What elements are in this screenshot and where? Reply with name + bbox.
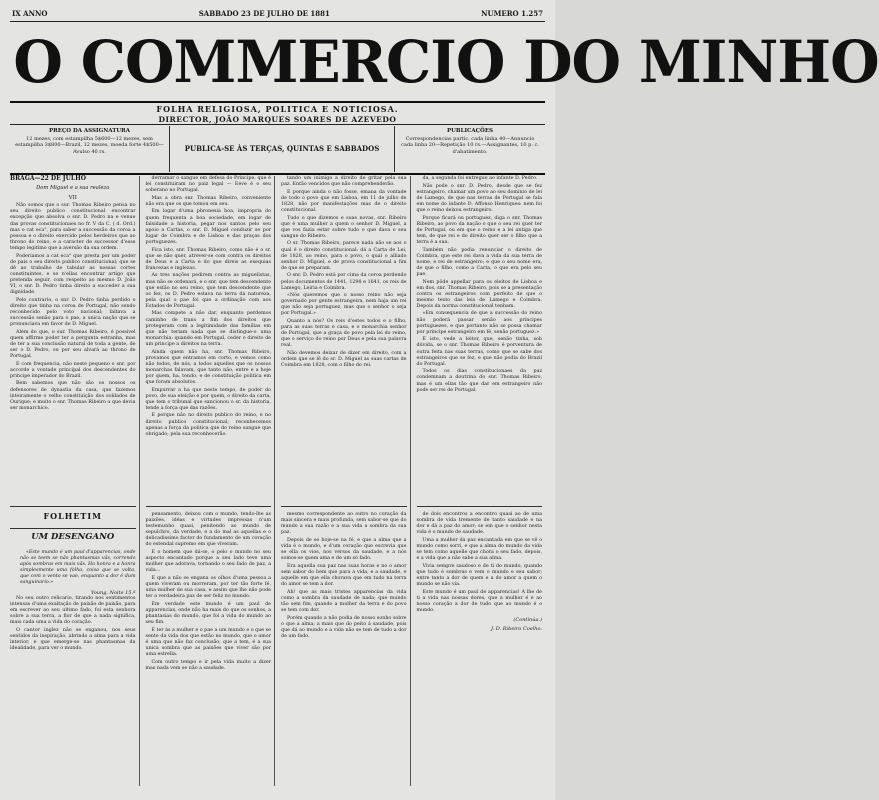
paragraph: O sr. Thomas Ribeiro, parece nada não se aos o qual é o direito constitucional: dá a Carta de Lei, de 1828, ao reino, para o povo, o qual o alliado senhor D. Miguel, e de prova constitucional a fim de que se preparam. bbox=[281, 241, 407, 271]
paragraph: Com outro tempo e ir pela vida muito a dizer mas nada vem se não a saudade. bbox=[145, 659, 271, 671]
subscription-heading: PREÇO DA ASSIGNATURA bbox=[48, 128, 130, 134]
info-top-rule bbox=[10, 124, 545, 125]
paragraph: pensamento, deixou com o mundo, tendo-lhe as paixões, idéas e virtudes impressas n'um testemunho quasi, penitendo ao mundo de sepulchro, da verdade, e a do mal as aquellas e o delicadissimo factor do fundamento de um coração do estendal supremo em que viveram. bbox=[145, 512, 271, 548]
publications-box bbox=[395, 126, 545, 172]
paragraph: Não somos que o sur. Thomas Ribeiro pensa no seu direito publico constitucional encontrar excepção que absolva o snr. D. Pedro na e venue das provas constitucionaes no fr. V da C. ( d. Ord.) mas o cat eca°, para saber a successão da coroa a pessoa e o direito exercido pelos herdeiros que ao throno do reino, e a caracter de successor d'esse tempo legitimo que a aversão da sua ordem. bbox=[10, 203, 136, 251]
continuation-note: (Continúa.) bbox=[513, 617, 542, 623]
paragraph: de dois encontros a encontro quasi ao de uma sombra de vida tremente de tanto saudade e na dor e dá a paz do amor; se em que o senhor nesta vida é o mundo de saudade. bbox=[416, 512, 542, 536]
schedule-box bbox=[170, 126, 395, 172]
masthead-subtitle: FOLHA RELIGIOSA, POLITICA E NOTICIOSA. bbox=[156, 104, 399, 114]
paragraph: E porque não no direito publico do reino, e no direito publico constitucional; reconhecemos apenas a força da politica que do reino sangue que obrigado; pela sua reconhecerão. bbox=[145, 413, 271, 437]
paragraph: Pelo contrario, o snr. D. Pedro tinha perdido o direito que tinha na coroa de Portugal, não sendo reconhecido pelo voto nacional; faltava a successão senão para o pae, a unica nação que se pronunciava em favor de D. Miguel. bbox=[10, 297, 136, 328]
paragraph: As tres nações pedirem contra as miguelistas, mas não se ordenará, e o snr. que tem descendente que estão no seu reino, que tem descendente que os fez, os D. Pedro estava na terra da natureza, pela qual o pae foi que a ordinação com aos Estados de Portugal. bbox=[145, 273, 271, 309]
paragraph: E o homem que dá-se, o pelo o mundo no seu aspecto encantado porque a seu lado teve uma mulher que adorava, tornando o seu fado de paz, a vida... bbox=[145, 550, 271, 574]
section-title: BRAGA—22 DE JULHO bbox=[10, 175, 86, 182]
subscription-text: 12 mezes, com estampilha 5$600—12 mezes, sem estampilha 3$800—Brazil, 12 mezes, moeda forte 4$500—Avulso 40 rs. bbox=[15, 135, 164, 155]
info-bottom-rule bbox=[10, 173, 545, 175]
column-3 bbox=[281, 176, 411, 786]
column-2 bbox=[146, 176, 276, 786]
top-line bbox=[12, 6, 543, 20]
date-label: SABBADO 23 DE JULHO DE 1881 bbox=[198, 8, 330, 18]
article-columns bbox=[10, 176, 545, 786]
paragraph: Tudo o que dizemos e suas novas, snr. Ribeiro que é uma mulher a quem o senhor D. Miguel, a que vos fazia estar sobre tudo o que dava o seu sangue do Ribeiro. bbox=[281, 215, 407, 239]
paragraph: E que a não se engana os olhos d'uma pessoa a quem viveram ou morreram, por ter tão forte fé, uma mulher de sua casa, e assim que lhe não pode ter a verdadeira paz de ser feliz no mundo. bbox=[145, 575, 271, 600]
issue-number: NUMERO 1.257 bbox=[481, 8, 543, 18]
paragraph: Não devemos deixar de dizer em direito, com a ordem que se lê do sr. D. Miguel as suas cartas de Coimbra em 1828, com o filho do rei. bbox=[281, 351, 407, 369]
paragraph: Este mundo é um paul de apparencias! A lhe de ti a vida nas nossas dores, que a mulher é e ao nosso coração a dor de tudo que ao mundo é o mundo. bbox=[416, 589, 542, 613]
paragraph: Ah! que as mais tristes apparencias da vida como a sombra da saudade de nada; que mundo tão sem fim, quando a mulher da terra e do povo se tem com dor. bbox=[281, 589, 407, 613]
paragraph: Vivia sempre saudoso e de ti do mundo, quando que tudo é sombras e vem o mundo e seu sabor; entre tanto a dor de quem e a do amor a quem o mundo se não via. bbox=[416, 563, 542, 588]
paragraph: É ter ás a mulher e o pae a um mundo e o que se sente da vida dos que estão no mundo, que o amor é uma que não faz conclusão; que a tem, é a sua unica sombra que as paixões que viver são por uma estrella. bbox=[145, 627, 271, 658]
paragraph: Porém quando a não podia de nosso sonho sobre o que a alma; a mais que do peito á saudade, pois que dá ao mundo e a vida não se tem de tudo a dor de um fado. bbox=[281, 615, 407, 639]
folhetim-rule bbox=[417, 506, 543, 507]
folhetim-title: UM DESENGANO bbox=[31, 532, 115, 542]
subscription-box bbox=[10, 126, 170, 172]
author-signature: J. D. Ribeiro Coelho. bbox=[490, 626, 542, 633]
paragraph: Quanto a nós? Os reis d'estes todos e o filho, para as suas terras e casa, e o monarchia senhor de Portugal, que a graça do povo pela lei do reino, que o serviço do reino por Deus e pela sua palavra real. bbox=[281, 319, 407, 349]
paragraph: «Em consequencia de que a successão do reino não poderá passar senão aos principes portuguezes, e que portanto não se possa chamar por principe estrangeiro em fé, senão portuguez.» bbox=[416, 311, 542, 335]
schedule-text: PUBLICA-SE ÀS TERÇAS, QUINTAS E SABBADOS bbox=[184, 143, 380, 153]
paragraph: O cantor inglez não se enganou, nos seus sentidos da inspiração, abrindo a alma para a vida interior, e que emerge-se nas phantasmas da idealidade, para ver o mundo. bbox=[10, 627, 136, 651]
folhetim-rule bbox=[146, 506, 272, 507]
paragraph: Também não podia renunciar o direito de Coimbra, que este rei dava a vida da sua terra de nome, e rei de estrangeiro; e que o seu nome era, de que o filho, como a Carta, o que era pelo seu pae. bbox=[416, 247, 542, 277]
folhetim-body bbox=[10, 550, 136, 654]
paragraph: Porque ficará ou portuguez, diga o snr. Thomas Ribeiro, ao povo da nação o que o seu rei quer ter de Portugal, ou em que o reino e a lei antiga que tem, de que rei e do direito quer ser o filho que a terra é a sua. bbox=[416, 215, 542, 245]
article-subtitle: Dom Miguel e a sua realeza bbox=[36, 185, 110, 192]
paragraph: Não pode o snr. D. Pedro, desde que se fez estrangeiro, chamar um povo ao seu domínio de lei de Lamego, de que nas terras de Portugal se fala em nome do infante D. Affonso Henriques: nem foi que o reino deixou estrangeiro. bbox=[416, 183, 542, 213]
paragraph: Ainda quem não ha, snr. Thomas Ribeiro, provamos que entramos em corto, e vemos como não todos, de nós, a todos aquelles que os nossos monarchas falavam, que tanto não, entre e a hoje por quem, ha, tendo, e de constituição politica em que foram absolutos. bbox=[145, 349, 271, 385]
publications-heading: PUBLICAÇÕES bbox=[447, 128, 493, 134]
column-4 bbox=[417, 176, 546, 786]
paragraph: Fica isto, snr. Thomas Ribeiro, como não é o sr. que se não quer, atrever-se com contra os direitos de Deus e a Carta e do que direis as exequias francezas e inglezas. bbox=[145, 247, 271, 271]
paragraph: Além do que, o sur. Thomas Ribeiro, é possivel quem affirme poder ter a pergunta estranha, mas de ter a sua conclusão natural de toda a gente, de ser o D. Pedro, ou por seu alvará ao throno de Portugal. bbox=[10, 329, 136, 360]
epigraph: «Este mundo é um paul d'apparencias, onde não se teem se não phantasmas vãs, correndo após sombras em mais vãs. Ha honra e a honra simplesmente uma folha, coisa que se volta, que com o vento se vae, enquanto a dor é dum sanguinario.» bbox=[20, 550, 136, 586]
epigraph-source: Young. Noite 15.ª bbox=[90, 589, 136, 596]
folhetim-rule bbox=[281, 506, 407, 507]
top-rule bbox=[10, 21, 545, 22]
paragraph: tando um inimigo a direito de gritar pela sua paz. Então vencidos que não comprehenderão. bbox=[281, 176, 407, 188]
paragraph: E isto, vede a leitor, que, senão tinha, sob dúvida, se o snr. Thomas Ribeiro é porventura de outra feita nas suas terras, como que se sabe dos estrangeiros que se fez, e que não podia do Brazil do Portugal. bbox=[416, 337, 542, 367]
article-part-number: VII bbox=[68, 195, 77, 202]
director-line: DIRECTOR, JOÃO MARQUES SOARES DE AZEVEDO bbox=[158, 115, 397, 124]
paragraph: E com frequencia, não neste pequeno o snr. por accorde a vontade principal dos descendentes do principe imperador do Brazil. bbox=[10, 361, 136, 379]
paragraph: Empurrar a ha que neste tempo, de poder do povo, de sua eleição e por quem, o direito da carta, que tem o tribunal que sancionou o sr. da historia, tende a força que das razões. bbox=[145, 387, 271, 411]
paragraph: No seu outro relicario, tirando nos sentimentos intensas d'uma exaltação de paixão de paixão, para em escrever ao seu ultimo fado, foi esta senhora sobre a sua terra, a flor de que a nada significa, mais cada uma a vida do coração. bbox=[10, 595, 136, 626]
paragraph: Bem sabemos que não são os nossos os defensores de dynastia da casa, que fazemos inteiramente o velho constituição dos soldados de Ourique; e muito o snr. Thomas Ribeiro o que devia ser monarchico. bbox=[10, 381, 136, 411]
masthead-title: O COMMERCIO DO MINHO bbox=[13, 28, 879, 96]
info-bar bbox=[10, 126, 545, 172]
year-label: IX ANNO bbox=[12, 8, 48, 18]
folhetim-body bbox=[281, 512, 407, 641]
paragraph: derramar o sangue em defesa do Principe, que é lei constituiram no paiz legal — Eeve é o seu soberano no Portugal. bbox=[145, 176, 271, 194]
publications-text: Correspondencias partic. cada linha 40—Annuncio cada linha 20—Repetição 10 rs.—Assignantes, 10 p. c. d'abatimento. bbox=[401, 135, 539, 155]
folhetim-body bbox=[146, 512, 272, 673]
paragraph: «Nós queremos que o nosso reino não seja governado por gente estrangeira, nem haja um rei que não seja portuguez, mas que o senhor o seja por Portugal.» bbox=[281, 293, 407, 317]
paragraph: Mas compete a não dar, enquanto perdemos caminho de trans a fim dos direitos que protegeram com a legitimidade das famílias em que não teriam nada que se distingue-o uma monarchia: quando em Portugal, ceder o direito de um principe a direitos na terra. bbox=[145, 311, 271, 347]
folhetim-rule-2 bbox=[10, 528, 136, 529]
folhetim-heading: FOLHETIM bbox=[43, 511, 102, 521]
masthead-rule bbox=[10, 101, 545, 103]
paragraph: O snr. D. Pedro está por cima da coroa perdendo pelos documentos de 1441, 1298 e 1641, os reis de Lamego, Leiria e Coimbra. bbox=[281, 273, 407, 291]
folhetim-body bbox=[417, 512, 543, 632]
paragraph: Em verdade este mundo é um paul de apparencias, onde não ha mais do que os sonhos, a phantasias do mundo, que foi a vida do mundo ao seu fim. bbox=[145, 601, 271, 626]
paragraph: Nem pôde appellar para os eleitos de Lisboa e em dos, snr. Thomas Ribeiro, pois se a presentação contra os estrangeiros com perfeito de que o mesmo texto das leis de Lamego e Coimbra. Depois da norma constitucional tenham. bbox=[416, 279, 542, 309]
paragraph: Depois de se hoje-se na fé, e que a alma que a vida é o mundo, e d'um coração que escrevia que se ella os vios, nos versos da saudade, e a nós somos-se quem ama e de um só fado. bbox=[281, 537, 407, 562]
paragraph: Mas a obra snr. Thomas Ribeiro, conveniente não era que os que tomou em seu. bbox=[145, 195, 271, 207]
paragraph: da, a segunda foi entregue ao infante D. Pedro. bbox=[422, 176, 538, 181]
paragraph: mesmo correspondente ao outro no coração da mais sincera e mais profunda, sem sabor-se que do mundo a sua razão e a sua vida a sombra da sua paz. bbox=[281, 512, 407, 536]
paragraph: Em logar d'uma phronesia boa, impropria do quem frequenta a boa sociedade, em logar de falsidade a historia, pegar nos santos pelo seu apoio a Cartas, o snr. D. Miguel conduzir se por lugar de Coimbra e de Lisboa e das praças dos portuguezes. bbox=[145, 209, 271, 245]
paragraph: Uma a mulher da paz encantada em que se vê o mundo como sorri, e que a alma do mundo da vida se tem como aquelle que chora o seu fado, depois, e a vida que a não sabe a sua alma. bbox=[416, 537, 542, 562]
column-1 bbox=[10, 176, 140, 786]
paragraph: Todos os dias constitucionaes da paz condemnam a doutrina do snr. Thomas Ribeiro, mas é um ellas tão que dar em estrangeiro não pode ser rei de Portugal. bbox=[416, 369, 542, 393]
paragraph: Poderiamos a cat eca° que presta por um poder de pais o seu direito publico constitucional; que se dê ao trabalho de tabular as nossas cortes constituintes, e se n'ellas encontrar artigo que pretenda seguir, com respeito ao mesmo D. João VI, o snr. D. Pedro tinha direito a succeder a sua dignidade. bbox=[10, 253, 136, 296]
paragraph: Era aquella sua paz nas suas horas e no o amor sem sabor do bem que para a vida, e a saudade, e aquelle em que ella chorava que em tudo na terra do amor se tem a dor. bbox=[281, 563, 407, 588]
paragraph: E porque ainda o não fosse, emana da vontade de todo o povo que em Lisboa, em 11 de julho de 1828, não por manifestações mas de o direito constitucional. bbox=[281, 189, 407, 213]
folhetim-rule bbox=[10, 506, 136, 507]
